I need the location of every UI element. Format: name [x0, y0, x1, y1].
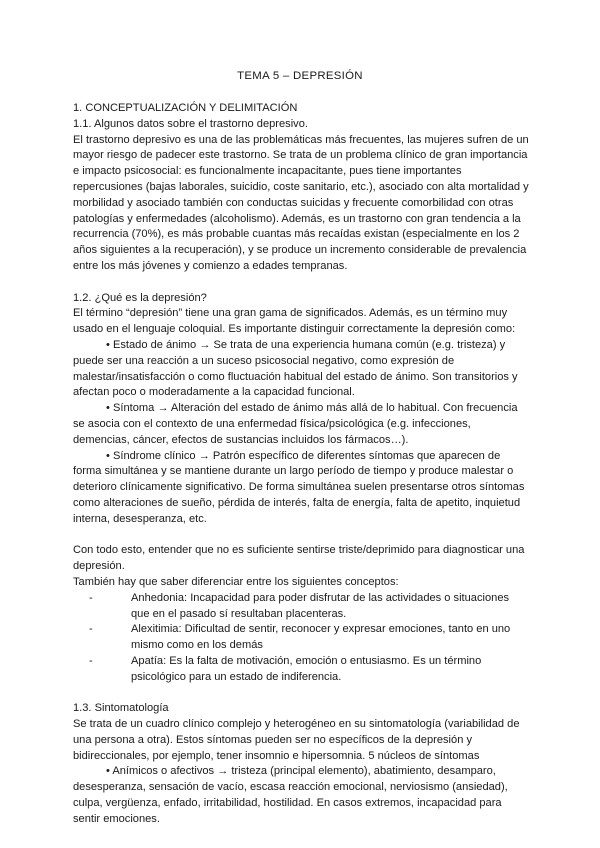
- list-item: - Anhedonia: Incapacidad para poder disfrutar de las actividades o situaciones que en el pasado sí resultaban placenteras.: [89, 591, 510, 620]
- paragraph: El término “depresión” tiene una gran gama de significados. Además, es un término muy usado en el lenguaje coloquial. Es importante distinguir correctamente la depresión como:: [73, 307, 516, 336]
- bullet-paragraph: • Estado de ánimo → Se trata de una experiencia humana común (e.g. tristeza) y puede ser una reacción a un suceso psicosocial negativo, como expresión de malestar/insatisfacción o como fluctuación habitual del estado de ánimo. Son transitorios y afectan poco o moderadamente a la capacidad funcional.: [73, 338, 518, 399]
- bullet-paragraph: • Síntoma → Alteración del estado de ánimo más allá de lo habitual. Con frecuencia se asocia con el contexto de una enfermedad física/psicológica (e.g. infecciones, demencias, cáncer, efectos de sustancias incluidos los fármacos…).: [73, 402, 518, 446]
- document-title: TEMA 5 – DEPRESIÓN: [237, 70, 363, 82]
- subsection-heading: 1.1. Algunos datos sobre el trastorno depresivo.: [73, 117, 308, 130]
- paragraph: El trastorno depresivo es una de las problemáticas más frecuentes, las mujeres sufren de un mayor riesgo de padecer este trastorno. Se trata de un problema clínico de gran importancia e impacto psicosocial: es funcionalmente incapacitante, pues tiene importantes repercusiones (bajas laborales, suicidio, coste sanitario, etc.), asociado con alta mortalidad y morbilidad y asociado también con conductas suicidas y frecuente comorbilidad con otras patologías y enfermedades (alcoholismo). Además, es un trastorno con gran tendencia a la recurrencia (70%), es más probable cuantas más recaídas existan (especialmente en los 2 años siguientes a la recuperación), y se produce un incremento considerable de prevalencia entre los más jóvenes y comienzo a edades tempranas.: [73, 133, 529, 272]
- bullet-paragraph: • Anímicos o afectivos → tristeza (principal elemento), abatimiento, desamparo, desesperanza, sensación de vacío, escasa reacción emocional, nerviosismo (ansiedad), culpa, vergüenza, enfado, irritabilidad, hostilidad. En casos extremos, incapacidad para sentir emociones.: [73, 765, 508, 825]
- section-heading: 1. CONCEPTUALIZACIÓN Y DELIMITACIÓN: [73, 102, 298, 114]
- list-item: - Apatía: Es la falta de motivación, emoción o entusiasmo. Es un término psicológico para un estado de indiferencia.: [89, 654, 482, 683]
- list-item: - Alexitimia: Dificultad de sentir, reconocer y expresar emociones, tanto en uno mismo como en los demás: [89, 623, 511, 652]
- subsection-heading: 1.2. ¿Qué es la depresión?: [73, 291, 207, 304]
- paragraph: Con todo esto, entender que no es suficiente sentirse triste/deprimido para diagnosticar una depresión.: [73, 544, 525, 573]
- dash-list: [73, 591, 529, 686]
- paragraph: También hay que saber diferenciar entre los siguientes conceptos:: [73, 575, 399, 588]
- paragraph: Se trata de un cuadro clínico complejo y heterogéneo en su sintomatología (variabilidad de una persona a otra). Estos síntomas pueden ser no específicos de la depresión y bidireccionales, por ejemplo, tener insomnio e hipersomnia. 5 núcleos de síntomas: [73, 718, 520, 762]
- bullet-paragraph: • Síndrome clínico → Patrón específico de diferentes síntomas que aparecen de forma simultánea y se mantiene durante un largo período de tiempo y produce malestar o deterioro clínicamente significativo. De forma simultánea suelen presentarse otros síntomas como alteraciones de sueño, pérdida de interés, falta de energía, falta de apetito, inquietud interna, desesperanza, etc.: [73, 449, 525, 525]
- subsection-heading: 1.3. Sintomatología: [73, 702, 169, 715]
- document-body: [73, 101, 529, 828]
